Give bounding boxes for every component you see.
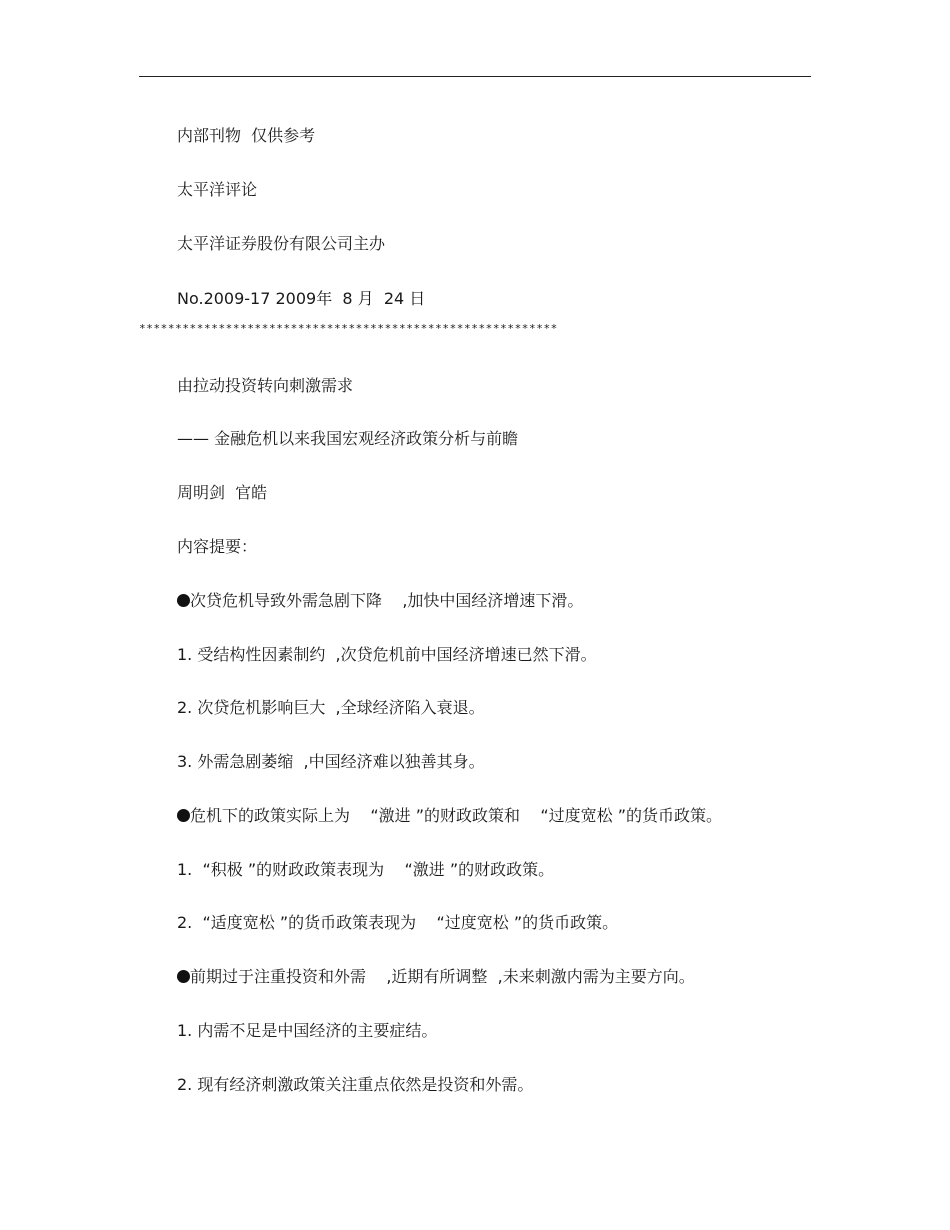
list-item: 3. 外需急剧萎缩 ,中国经济难以独善其身。 (177, 752, 485, 771)
bullet-text: 危机下的政策实际上为 “激进 ”的财政政策和 “过度宽松 ”的货币政策。 (190, 806, 723, 825)
sponsor-line: 太平洋证券股份有限公司主办 (177, 234, 386, 253)
asterisk-separator: ********************************************************** (139, 322, 558, 335)
article-subtitle: —— 金融危机以来我国宏观经济政策分析与前瞻 (177, 429, 519, 448)
internal-notice: 内部刊物 仅供参考 (177, 126, 316, 145)
bullet-point-3 (177, 967, 695, 987)
article-authors: 周明剑 官皓 (177, 483, 268, 502)
list-item: 2. “适度宽松 ”的货币政策表现为 “过度宽松 ”的货币政策。 (177, 913, 619, 932)
list-item: 1. 内需不足是中国经济的主要症结。 (177, 1021, 438, 1040)
list-item: 1. “积极 ”的财政政策表现为 “激进 ”的财政政策。 (177, 860, 555, 879)
summary-heading: 内容提要： (177, 537, 258, 556)
publication-title: 太平洋评论 (177, 180, 258, 199)
issue-line: No.2009-17 2009年 8 月 24 日 (177, 289, 426, 308)
list-item: 2. 现有经济刺激政策关注重点依然是投资和外需。 (177, 1075, 534, 1094)
list-item: 1. 受结构性因素制约 ,次贷危机前中国经济增速已然下滑。 (177, 645, 597, 664)
article-title: 由拉动投资转向刺激需求 (177, 376, 354, 395)
bullet-point-1 (177, 591, 583, 611)
bullet-text: 次贷危机导致外需急剧下降 ,加快中国经济增速下滑。 (190, 591, 584, 610)
bullet-dot-icon (177, 809, 190, 822)
bullet-dot-icon (177, 594, 190, 607)
top-rule (139, 76, 811, 77)
bullet-point-2 (177, 806, 722, 826)
bullet-dot-icon (177, 970, 190, 983)
list-item: 2. 次贷危机影响巨大 ,全球经济陷入衰退。 (177, 698, 485, 717)
bullet-text: 前期过于注重投资和外需 ,近期有所调整 ,未来刺激内需为主要方向。 (190, 967, 695, 986)
